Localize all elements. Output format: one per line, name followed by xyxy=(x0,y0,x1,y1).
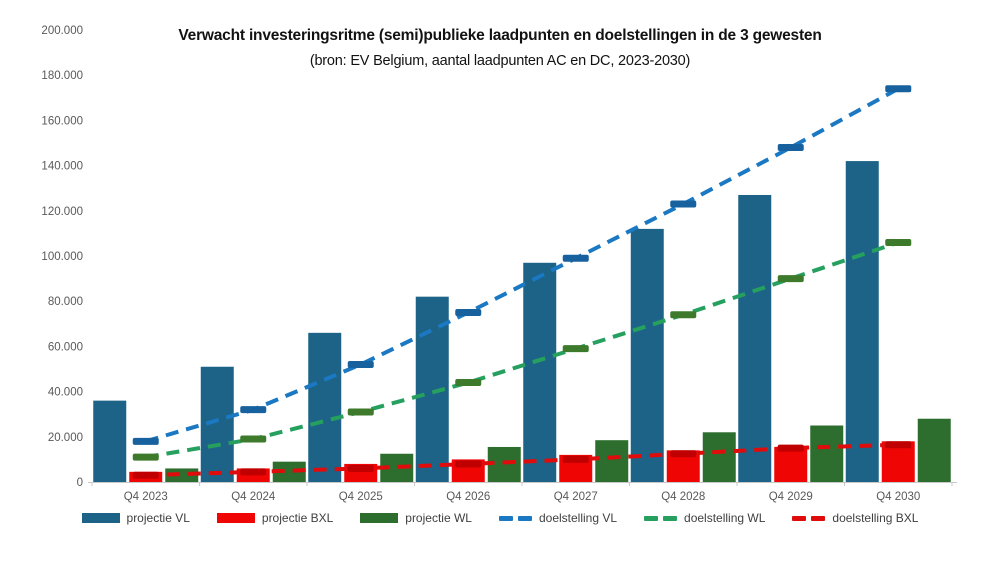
y-axis-tick-label: 140.000 xyxy=(41,160,83,173)
y-axis-tick-label: 0 xyxy=(76,477,83,489)
bar-projectie-vl xyxy=(201,367,234,482)
bar-projectie-vl xyxy=(631,229,664,482)
marker-doelstelling-vl xyxy=(240,406,266,413)
legend-label: doelstelling BXL xyxy=(832,511,919,525)
legend-bar-swatch-icon xyxy=(217,513,255,523)
line-doelstelling-wl xyxy=(146,242,899,457)
legend-dashed-line-swatch-icon xyxy=(499,516,532,521)
marker-doelstelling-vl xyxy=(670,201,696,208)
y-axis-tick-label: 80.000 xyxy=(47,296,83,309)
marker-doelstelling-vl xyxy=(885,85,911,92)
bar-projectie-vl xyxy=(738,195,771,482)
x-axis-category-label: Q4 2023 xyxy=(123,491,168,503)
line-doelstelling-vl xyxy=(146,89,899,442)
marker-doelstelling-wl xyxy=(133,454,159,461)
legend-bar-swatch-icon xyxy=(360,513,398,523)
bar-projectie-vl xyxy=(308,333,341,482)
x-axis-category-label: Q4 2028 xyxy=(661,491,706,503)
legend-label: doelstelling WL xyxy=(684,511,766,525)
y-axis-tick-label: 20.000 xyxy=(47,431,83,444)
bar-projectie-wl xyxy=(595,440,628,482)
chart-title: Verwacht investeringsritme (semi)publieke laadpunten en doelstellingen in de 3 gewesten xyxy=(178,27,822,44)
chart-subtitle: (bron: EV Belgium, aantal laadpunten AC en DC, 2023-2030) xyxy=(309,53,691,69)
legend-item-projectie-bxl xyxy=(217,511,333,525)
bar-projectie-wl xyxy=(703,432,736,482)
marker-doelstelling-bxl xyxy=(348,465,374,472)
x-axis-category-label: Q4 2030 xyxy=(876,491,921,503)
x-axis-category-label: Q4 2027 xyxy=(553,491,598,503)
y-axis-tick-label: 180.000 xyxy=(41,70,83,83)
x-axis-category-label: Q4 2026 xyxy=(446,491,491,503)
bar-projectie-vl xyxy=(523,263,556,482)
legend-item-doelstelling-bxl xyxy=(792,511,918,525)
legend-dash-icon xyxy=(663,516,677,521)
marker-doelstelling-wl xyxy=(885,239,911,246)
bar-projectie-vl xyxy=(93,401,126,482)
legend-label: doelstelling VL xyxy=(538,511,618,525)
legend-dash-icon xyxy=(518,516,532,521)
y-axis-tick-label: 200.000 xyxy=(41,25,83,37)
legend-label: projectie VL xyxy=(126,511,190,525)
legend-dash-icon xyxy=(811,516,825,521)
marker-doelstelling-wl xyxy=(240,436,266,443)
marker-doelstelling-bxl xyxy=(563,456,589,463)
marker-doelstelling-wl xyxy=(563,345,589,352)
legend-dashed-line-swatch-icon xyxy=(792,516,825,521)
marker-doelstelling-vl xyxy=(133,438,159,445)
marker-doelstelling-bxl xyxy=(778,445,804,452)
marker-doelstelling-vl xyxy=(563,255,589,262)
marker-doelstelling-wl xyxy=(778,275,804,282)
marker-doelstelling-wl xyxy=(455,379,481,386)
marker-doelstelling-vl xyxy=(778,144,804,151)
marker-doelstelling-wl xyxy=(670,311,696,318)
y-axis-tick-label: 120.000 xyxy=(41,205,83,218)
bar-projectie-wl xyxy=(918,419,951,482)
y-axis-tick-label: 100.000 xyxy=(41,251,83,263)
marker-doelstelling-bxl xyxy=(240,468,266,475)
marker-doelstelling-bxl xyxy=(455,460,481,467)
y-axis-tick-label: 40.000 xyxy=(47,386,83,399)
legend-dash-icon xyxy=(644,516,658,521)
legend-label: projectie WL xyxy=(405,511,472,525)
marker-doelstelling-bxl xyxy=(133,472,159,479)
marker-doelstelling-vl xyxy=(348,361,374,368)
y-axis-tick-label: 60.000 xyxy=(47,341,83,354)
legend-label: projectie BXL xyxy=(261,511,334,525)
legend-dashed-line-swatch-icon xyxy=(644,516,677,521)
x-axis-category-label: Q4 2025 xyxy=(338,491,383,503)
x-axis-category-label: Q4 2029 xyxy=(768,491,813,503)
bar-projectie-wl xyxy=(810,426,843,483)
y-axis-tick-label: 160.000 xyxy=(41,115,83,128)
legend-item-doelstelling-vl xyxy=(499,511,617,525)
legend-item-projectie-wl xyxy=(360,511,472,525)
bar-projectie-bxl xyxy=(774,447,807,482)
legend-item-projectie-vl xyxy=(82,511,190,525)
marker-doelstelling-wl xyxy=(348,408,374,415)
x-axis-category-label: Q4 2024 xyxy=(231,491,276,503)
legend-dash-icon xyxy=(792,516,806,521)
bar-projectie-vl xyxy=(846,161,879,482)
marker-doelstelling-bxl xyxy=(885,441,911,448)
chart-legend xyxy=(0,511,1000,525)
legend-item-doelstelling-wl xyxy=(644,511,765,525)
marker-doelstelling-vl xyxy=(455,309,481,316)
legend-dash-icon xyxy=(499,516,513,521)
marker-doelstelling-bxl xyxy=(670,450,696,457)
legend-bar-swatch-icon xyxy=(82,513,120,523)
